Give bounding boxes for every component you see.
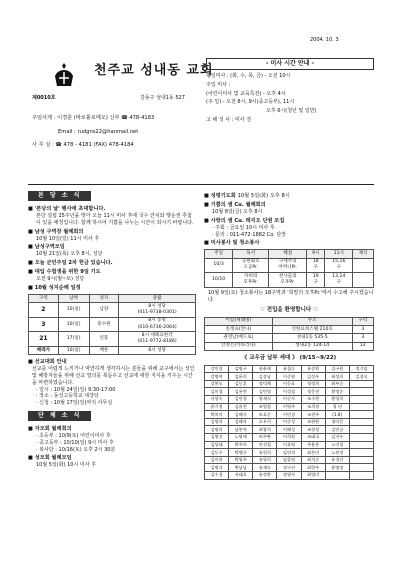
table-cell: 2 [29, 303, 59, 318]
table-cell: 정영자 [277, 471, 301, 479]
table-cell [349, 380, 373, 388]
mission-bullet: · 일시 : 10월 24일(일) 9:30-17:00 [36, 386, 116, 393]
news-item-head: ■ 남성 구역장 월례회의 [28, 228, 84, 235]
table-header: 날짜 [58, 294, 89, 302]
table-cell: 8시 세례요한각 (011-9772-8186) [119, 332, 196, 347]
right-column [204, 191, 374, 480]
table-cell [349, 411, 373, 419]
church-address: 강동구 성내1동 527 [140, 95, 185, 101]
table-row [205, 342, 374, 350]
table-cell: 임연희 [277, 449, 301, 457]
table-cell: 최광희 [253, 426, 277, 434]
table-cell: 박영주 [229, 456, 253, 464]
table-row [205, 434, 374, 442]
table-cell: 남양 [89, 303, 119, 318]
table-cell [349, 434, 373, 442]
table-header: 구역 [29, 294, 59, 302]
news-item-head: ■ 10월 성지순례 일정 [28, 284, 81, 291]
mission-bullet: · 신청 : 10월 17일(일)까지 사무실 [36, 400, 113, 407]
issue-number: 제0010호 [32, 95, 56, 101]
table-cell: 3 [29, 317, 59, 332]
news-item-head: ■ '본당의 날' 행사에 초대합니다. [28, 206, 106, 213]
table-cell: 유재숙 [253, 464, 277, 472]
table-cell: 15,16 구 [325, 258, 353, 273]
table-cell: 유영희 [253, 456, 277, 464]
welcome-table [204, 317, 374, 352]
table-row [29, 303, 196, 318]
table-cell: 박주희 [229, 441, 253, 449]
table-cell: 8시 동명 (010-6736-2064) [119, 317, 196, 332]
news-item-head: ■ 오늘 군민주일 2차 헌금 있습니다. [28, 260, 113, 267]
table-cell: 10(일) [58, 317, 89, 332]
table-cell: 정구선 [277, 464, 301, 472]
table-header: 해설 [269, 250, 307, 258]
table-cell [349, 464, 373, 472]
table-cell: 이성철 [277, 388, 301, 396]
group-item-line: · 복사단 : 10/16(토) 오후 2시 30분 [36, 446, 116, 453]
church-name: 천주교 성내동 교회 [94, 63, 214, 78]
table-row [205, 449, 374, 457]
table-header: 제석 [353, 250, 374, 258]
header [28, 46, 374, 186]
table-cell: 이동표 [277, 380, 301, 388]
table-cell: 선한요희스텔 210호 [272, 326, 352, 334]
mission-body: 선교를 어렵게 느끼거나 막연하게 생각하시는 분들을 위해 교구에서는 성인 및 혜방자들을 위해 선교 열의를 북돋우고 선교에 대한 지식을 키우는 시간을 마련하였습니다. [32, 366, 195, 386]
table-cell: 노현정 [325, 449, 349, 457]
table-cell: 김윤희 [229, 373, 253, 381]
table-cell: 유철숭 [277, 365, 301, 373]
table-cell: 조현정 [301, 426, 325, 434]
table-cell: 김명희 [205, 418, 229, 426]
table-cell: 변남남 [229, 464, 253, 472]
table-cell: 김동수 [205, 449, 229, 457]
table-cell: 이호영 [277, 441, 301, 449]
news-item-body: 본당 설립 25주년을 맞아 오늘 11시 미사 후에 국수 잔치와 행운권 추첨이 있을 예정입니다. 함께 하시어 기쁨을 나누는 시간이 되시기 바랍니다. [36, 213, 194, 226]
table-cell: 김명구 [229, 365, 253, 373]
left-column [28, 191, 196, 469]
table-cell: 임종원 [277, 456, 301, 464]
table-row [205, 403, 374, 411]
table-cell: 청 년 [325, 403, 349, 411]
table-header: 독서 [233, 250, 269, 258]
table-row [205, 456, 374, 464]
table-cell: 3 [352, 334, 373, 342]
table-cell: 17(일) [58, 332, 89, 347]
table-cell: 김동훈 [229, 380, 253, 388]
table-header: 이름(세례명) [205, 317, 273, 325]
table-cell [349, 471, 373, 479]
table-cell: 김상태 [205, 441, 229, 449]
table-cell: 이희원 [277, 434, 301, 442]
table-cell: 정덕례 [253, 380, 277, 388]
table-cell: 최석순 [301, 456, 325, 464]
table-row [205, 464, 374, 472]
news-item-body: 10월 10일(일) 11시 미사 후 [36, 235, 100, 242]
table-cell: 김구원 [325, 365, 349, 373]
table-cell [353, 273, 374, 288]
table-cell: 김명희 [205, 426, 229, 434]
table-cell: 양재식 [253, 396, 277, 404]
table-cell: 베레자 [29, 347, 59, 355]
table-cell [349, 426, 373, 434]
table-cell: 자비의 모후Pr. [233, 273, 269, 288]
table-cell: 김혜자 [229, 418, 253, 426]
table-cell: 정웅전 [301, 388, 325, 396]
mission-head: ■ 선교대회 안내 [28, 359, 67, 366]
pilgrimage-table [28, 294, 196, 355]
table-cell: 남봉여 [229, 426, 253, 434]
table-cell: 박맹구 [229, 449, 253, 457]
table-cell: 서향숙 [205, 396, 229, 404]
table-cell: 성내1동 535-5 [272, 334, 352, 342]
table-row [205, 471, 374, 479]
church-logo-icon [52, 62, 76, 88]
table-cell: 이영주 [277, 403, 301, 411]
table-cell: 안선철 [253, 441, 277, 449]
table-row [205, 258, 374, 273]
news-item-body: 10월 8일(금) 오후 8시 [212, 209, 263, 216]
table-cell: 풍수원 [89, 317, 119, 332]
table-cell: 윤영정 [325, 464, 349, 472]
table-cell: 권영남(베드로) [205, 334, 273, 342]
table-header: 주소 [272, 317, 352, 325]
section-title-groups: 단 체 소 식 [28, 411, 91, 421]
table-cell: 김이현 [205, 456, 229, 464]
table-cell: 10/3 [205, 258, 233, 273]
table-cell: 최영미 [301, 471, 325, 479]
table-row [205, 326, 374, 334]
table-header: 총괄 [119, 294, 196, 302]
table-cell: 황정희 [325, 396, 349, 404]
table-cell: 조완환 [301, 418, 325, 426]
mass-line: 주일 미사 : [206, 81, 231, 88]
table-cell: 조호순 [253, 411, 277, 419]
table-cell: 8시 성당 (011-9738-0301) [119, 303, 196, 318]
mass-line: (주 일) - 오전 8시, 9시(중고등부), 11시 [206, 99, 295, 106]
table-cell: 권윤래 [253, 365, 277, 373]
news-item-head: ■ 대입 수험생을 위한 9일 기도 [28, 269, 101, 276]
table-cell: 김명식 [205, 464, 229, 472]
table-cell: 김영선 [205, 434, 229, 442]
table-row [29, 317, 196, 332]
table-cell: 이민경 [277, 411, 301, 419]
table-cell: 연풍 [89, 332, 119, 347]
news-item-body: · 주회 : 금요일 10시 미사 후 · 문의 : 011-472-1882 Co. 단장 [212, 224, 287, 238]
table-cell [349, 456, 373, 464]
table-cell: 김경식 [349, 373, 373, 381]
table-cell [349, 418, 373, 426]
table-row [205, 388, 374, 396]
table-row [205, 380, 374, 388]
table-cell: 오우희 [253, 418, 277, 426]
table-cell: 김민규 [325, 426, 349, 434]
table-cell [349, 449, 373, 457]
table-cell: 유현희 [253, 449, 277, 457]
table-cell [349, 396, 373, 404]
table-cell [349, 441, 373, 449]
table-cell: 김수경 [205, 471, 229, 479]
mass-line: 오후 6시(청년 및 일반) [266, 108, 317, 115]
table-cell: 강명여 [205, 373, 229, 381]
table-cell: 유경선 [325, 456, 349, 464]
duty-title: 《 교우금 납부 세대 》 (9/15~9/22) [241, 355, 337, 362]
duty-grid [204, 365, 374, 480]
mass-schedule [206, 58, 374, 126]
table-cell [325, 471, 349, 479]
table-cell: 10/10 [205, 273, 233, 288]
table-cell: 19 구 [307, 273, 325, 288]
table-header: 9시 [307, 250, 325, 258]
table-cell: 강인성 [205, 365, 229, 373]
table-cell: 21 [29, 332, 59, 347]
table-cell: 김연경 [229, 396, 253, 404]
table-cell: 구세주의 어머니Pr. [269, 258, 307, 273]
table-cell [349, 403, 373, 411]
date: 2004. 10. 3 [310, 37, 339, 43]
table-cell: 주윤풍 [301, 441, 325, 449]
table-header: 주일 [205, 250, 233, 258]
header-divider [28, 184, 374, 185]
table-cell: 김지우 [325, 434, 349, 442]
pastor-line: 주임사제 : 이경훈 (바로톨로메오) 신부 ☎ 478-4183 [32, 115, 155, 121]
table-cell: 허주완 [253, 434, 277, 442]
table-row [205, 411, 374, 419]
table-cell: 정기임 [349, 365, 373, 373]
table-cell: 서태호 [229, 471, 253, 479]
section-title-parish-news: 본 당 소 식 [28, 191, 91, 201]
table-cell: 12 [352, 342, 373, 350]
welcome-title: ♡ 전입을 환영합니다 ♡ [259, 307, 319, 314]
table-row [205, 334, 374, 342]
table-header: 성지 [89, 294, 119, 302]
table-cell: 김상남 [253, 373, 277, 381]
table-row [205, 396, 374, 404]
mass-line: 고 해 성 사 : 미사 전 [206, 116, 252, 123]
table-cell: 이해성 [277, 426, 301, 434]
table-cell: 박치덕 [205, 411, 229, 419]
table-cell: 노명애 [229, 434, 253, 442]
cleaning-note: 10월 9일(토) 청소봉사는 18구역과 '희망의 모후Pr.'에서 수고해 주시겠습니다. [208, 289, 374, 303]
news-item-head: ■ 미사봉사 및 청소봉사 [204, 240, 260, 247]
service-table [204, 249, 374, 288]
bulletin-page [28, 36, 374, 556]
table-cell: 13,14 구 [325, 273, 353, 288]
table-row [205, 365, 374, 373]
table-cell: 강봉도 [205, 380, 229, 388]
table-cell: 8시 성당 [119, 347, 196, 355]
email-line[interactable]: Email : rudgns22@hanmail.net [58, 129, 139, 135]
table-cell: 유정한 [253, 471, 277, 479]
news-item-body: 10월 21일(목) 오후 8시, 성당 [36, 251, 103, 258]
table-cell: 정정희 [301, 380, 325, 388]
table-row [205, 441, 374, 449]
table-cell: 청미문 [325, 418, 349, 426]
table-row [205, 418, 374, 426]
table-cell: 10(일) [58, 303, 89, 318]
table-cell: 이중원 [277, 373, 301, 381]
table-cell: 노미성 [325, 441, 349, 449]
table-cell: 송정숙(안나) [205, 326, 273, 334]
mass-schedule-title: - 미사 시간 안내 - [206, 58, 374, 70]
group-item-head: ■ 성모회 월례모임 [28, 455, 72, 462]
office-line: 사 무 실 : ☎ 478 - 4181 (FAX) 478-4184 [32, 142, 134, 148]
group-item-head: ■ 자모회 월례회의 [28, 425, 72, 432]
table-cell: 김윤전 [229, 403, 253, 411]
mass-line: 평일미사 : (화, 수, 목, 금) - 오전 10시 [206, 73, 291, 80]
table-cell: 조태국 [301, 434, 325, 442]
table-cell: 최한주 [301, 464, 325, 472]
news-item-body: 오전 9시(월~토) 성당 [36, 276, 85, 283]
table-cell: 성내2동 124-14 [272, 342, 352, 350]
table-header: 구역 [352, 317, 373, 325]
table-cell: 최부순 [325, 380, 349, 388]
table-header: 11시 [325, 250, 353, 258]
news-item-head: ■ 성령기도회 10월 5일(화) 오후 8시 [204, 193, 290, 199]
table-cell: 유장원 [301, 365, 325, 373]
table-cell: 김민정 [253, 388, 277, 396]
table-cell: 김혜지 [229, 411, 253, 419]
table-cell: 최성희 [325, 373, 349, 381]
table-row [29, 332, 196, 347]
news-item-head: ■ 기쁨의 샘 Cu. 월례회의 [204, 202, 266, 209]
table-row [205, 426, 374, 434]
table-cell: 10(일) [58, 347, 89, 355]
table-cell [353, 258, 374, 273]
table-cell: 최은미 [301, 449, 325, 457]
table-cell: 조희정 [301, 403, 325, 411]
table-cell: 이순자 [277, 396, 301, 404]
table-cell: 천사들의 모후Pr. [269, 273, 307, 288]
news-item-head: ■ 남성구역모임 [28, 244, 65, 251]
table-row [205, 273, 374, 288]
table-cell [349, 388, 373, 396]
mission-bullet: · 장소 : 동성고등학교 대강당 [36, 393, 99, 400]
group-item-line: · 초등부 : 10/9(토) 어린이미사 후 [36, 433, 111, 439]
news-item-head: ■ 사랑의 샘 Cu. 레지오 단원 모집 [204, 217, 285, 224]
table-cell: 공원화호 오공Pr. [233, 258, 269, 273]
table-cell: 18 구 [307, 258, 325, 273]
table-cell: 배론 [89, 347, 119, 355]
table-row [205, 373, 374, 381]
table-cell: 조현주 [301, 411, 325, 419]
table-cell: 3 [352, 326, 373, 334]
table-cell: 김용현 [229, 388, 253, 396]
table-cell: 조수현 [301, 396, 325, 404]
table-cell: 조영철 [253, 403, 277, 411]
table-cell: 김미경 [205, 388, 229, 396]
table-cell: 김성우 [301, 373, 325, 381]
table-cell: 안정은(카타리나) [205, 342, 273, 350]
table-cell: (1.8) [325, 411, 349, 419]
group-item-line: · 중고등부 : 10/10(일) 9시 미사 후 [36, 439, 114, 446]
mass-line: (어린이미사 및 교육특전) - 오후 4시 [206, 90, 286, 97]
table-cell: 윤기정 [205, 403, 229, 411]
table-cell: 이중성 [277, 418, 301, 426]
table-row [29, 347, 196, 355]
table-cell: 황정순 [325, 388, 349, 396]
group-item-line: 10월 5일(화) 10시 미사 후 [36, 462, 96, 469]
